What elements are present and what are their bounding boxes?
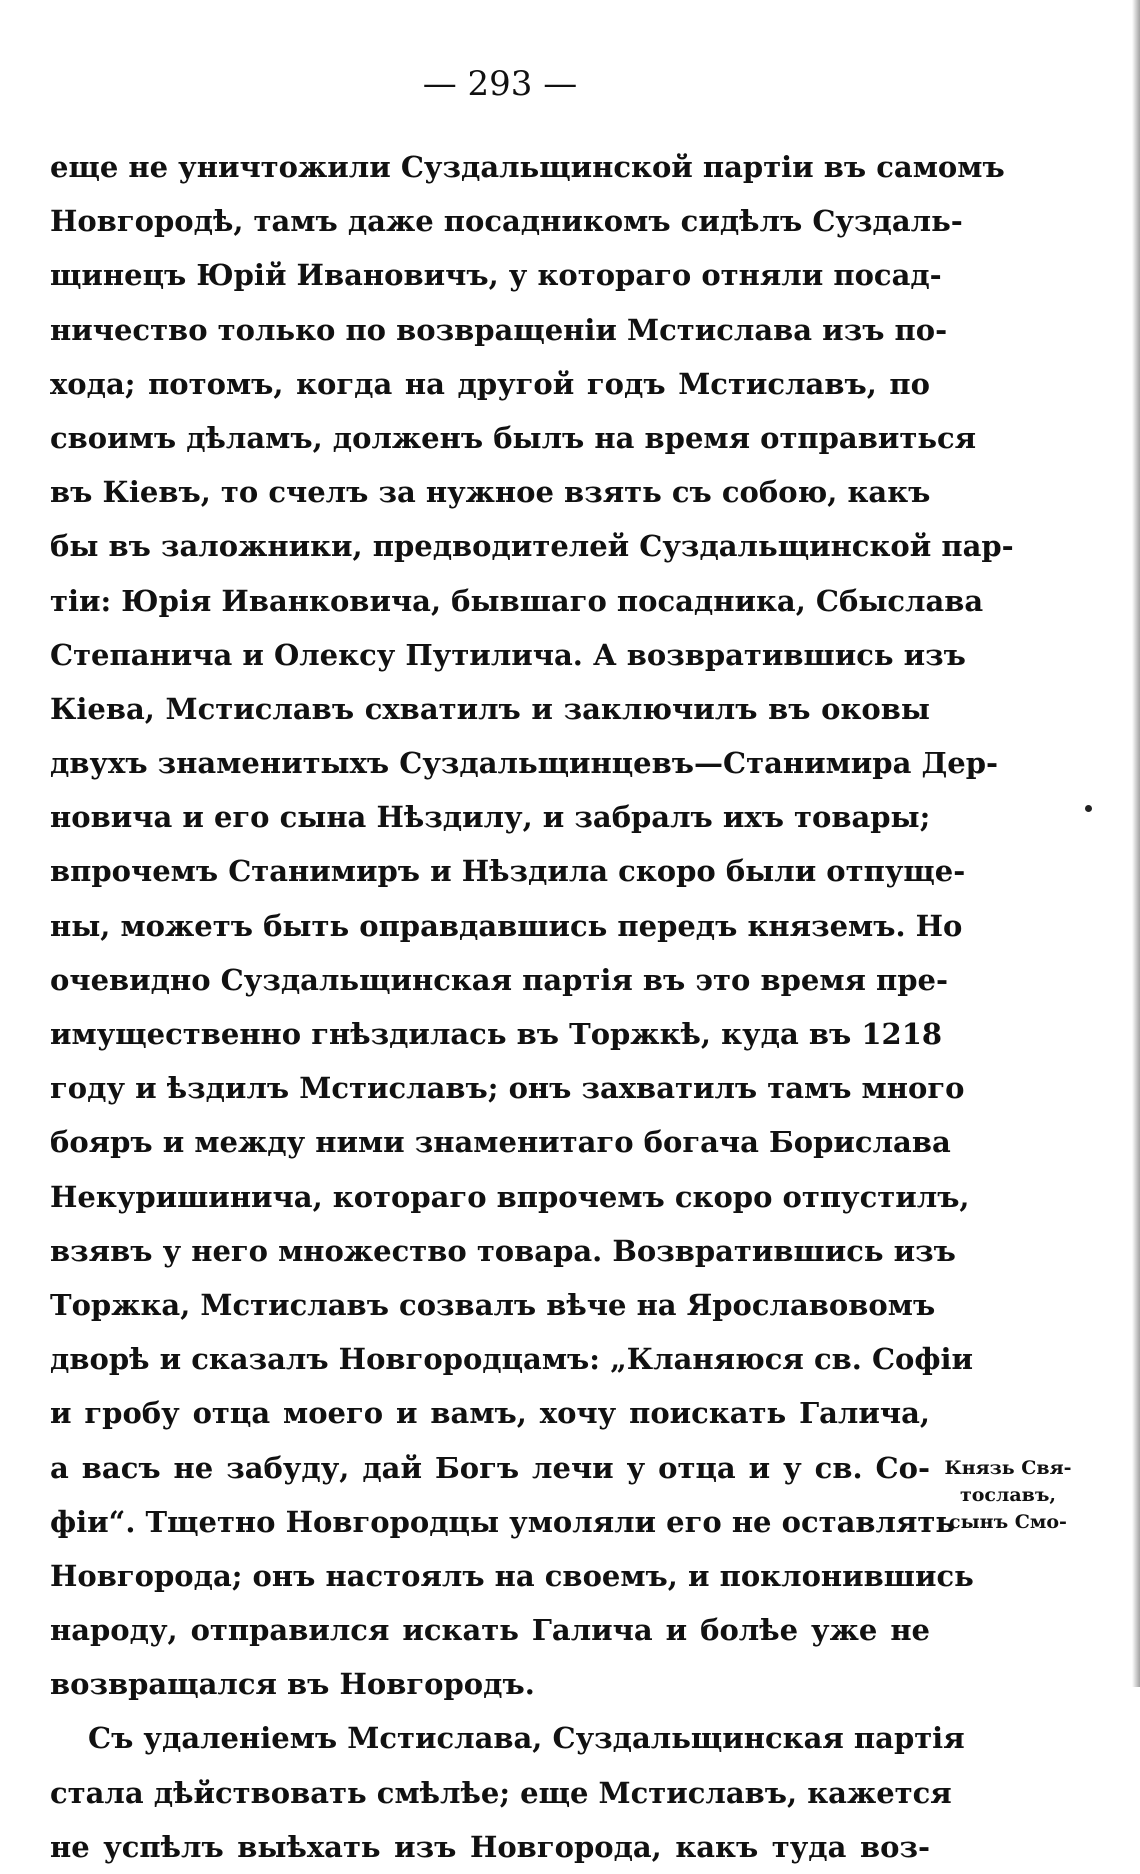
text-line: новича и его сына Нѣздилу, и забралъ ихъ товары; [50,800,931,835]
text-line: въ Кіевъ, то счелъ за нужное взять съ собою, какъ [50,475,931,510]
text-line: двухъ знаменитыхъ Суздальщинцевъ—Станимира Дер- [50,746,999,781]
text-line: ничество только по возвращеніи Мстислава изъ по- [50,312,948,347]
text-line: тіи: Юрія Иванковича, бывшаго посадника, Сбыслава [50,583,984,618]
text-line: не успѣлъ выѣхать изъ Новгорода, какъ туда воз- [50,1829,930,1864]
text-line: Съ удаленіемъ Мстислава, Суздальщинская партія [88,1721,965,1756]
text-line: взявъ у него множество товара. Возвратившись изъ [50,1233,956,1268]
text-line: хода; потомъ, когда на другой годъ Мстиславъ, по [50,366,930,401]
text-line: дворѣ и сказалъ Новгородцамъ: „Кланяюся св. Софіи [50,1342,974,1377]
text-line: стала дѣйствовать смѣлѣе; еще Мстиславъ, кажется [50,1775,952,1810]
text-line: народу, отправился искать Галича и болѣе уже не [50,1613,930,1648]
text-line: щинецъ Юрій Ивановичъ, у котораго отняли посад- [50,258,942,293]
text-line: а васъ не забуду, дай Богъ лечи у отца и у св. Со- [50,1450,930,1485]
page-number: — 293 — [422,64,578,104]
page-edge-shadow [1132,0,1140,1687]
text-line: еще не уничтожили Суздальщинской партіи въ самомъ [50,150,1005,184]
ink-speck [1085,805,1092,812]
margin-note-line: тославъ, [959,1484,1057,1506]
margin-note-line: Князь Свя- [944,1457,1072,1479]
text-line: году и ѣздилъ Мстиславъ; онъ захватилъ тамъ много [50,1071,965,1106]
text-line: бы въ заложники, предводителей Суздальщинской пар- [50,529,1014,564]
text-line: очевидно Суздальщинская партія въ это время пре- [50,962,949,997]
text-line: бояръ и между ними знаменитаго богача Борислава [50,1125,951,1160]
paragraph-2 [50,1711,965,1874]
margin-note [938,1455,1078,1536]
text-line: своимъ дѣламъ, долженъ былъ на время отправиться [50,420,977,455]
margin-note-line: сынъ Смо- [949,1511,1067,1533]
text-line: Торжка, Мстиславъ созвалъ вѣче на Ярославовомъ [50,1287,936,1322]
text-line: ны, можетъ быть оправдавшись передъ княземъ. Но [50,908,963,943]
text-line: и гробу отца моего и вамъ, хочу поискать Галича, [50,1396,930,1431]
text-line: Некуришинича, котораго впрочемъ скоро отпустилъ, [50,1179,970,1214]
text-line: имущественно гнѣздилась въ Торжкѣ, куда въ 1218 [50,1017,943,1051]
text-line: фіи“. Тщетно Новгородцы умоляли его не оставлять [50,1504,956,1539]
text-line: Кіева, Мстиславъ схватилъ и заключилъ въ оковы [50,691,930,726]
text-line: возвращался въ Новгородъ. [50,1667,535,1702]
text-line: Новгородѣ, тамъ даже посадникомъ сидѣлъ Суздаль- [50,204,963,239]
text-line: Новгорода; онъ настоялъ на своемъ, и поклонившись [50,1558,974,1593]
text-line: впрочемъ Станимиръ и Нѣздила скоро были отпуще- [50,854,966,889]
text-line: Степанича и Олексу Путилича. А возвратившись изъ [50,637,966,672]
